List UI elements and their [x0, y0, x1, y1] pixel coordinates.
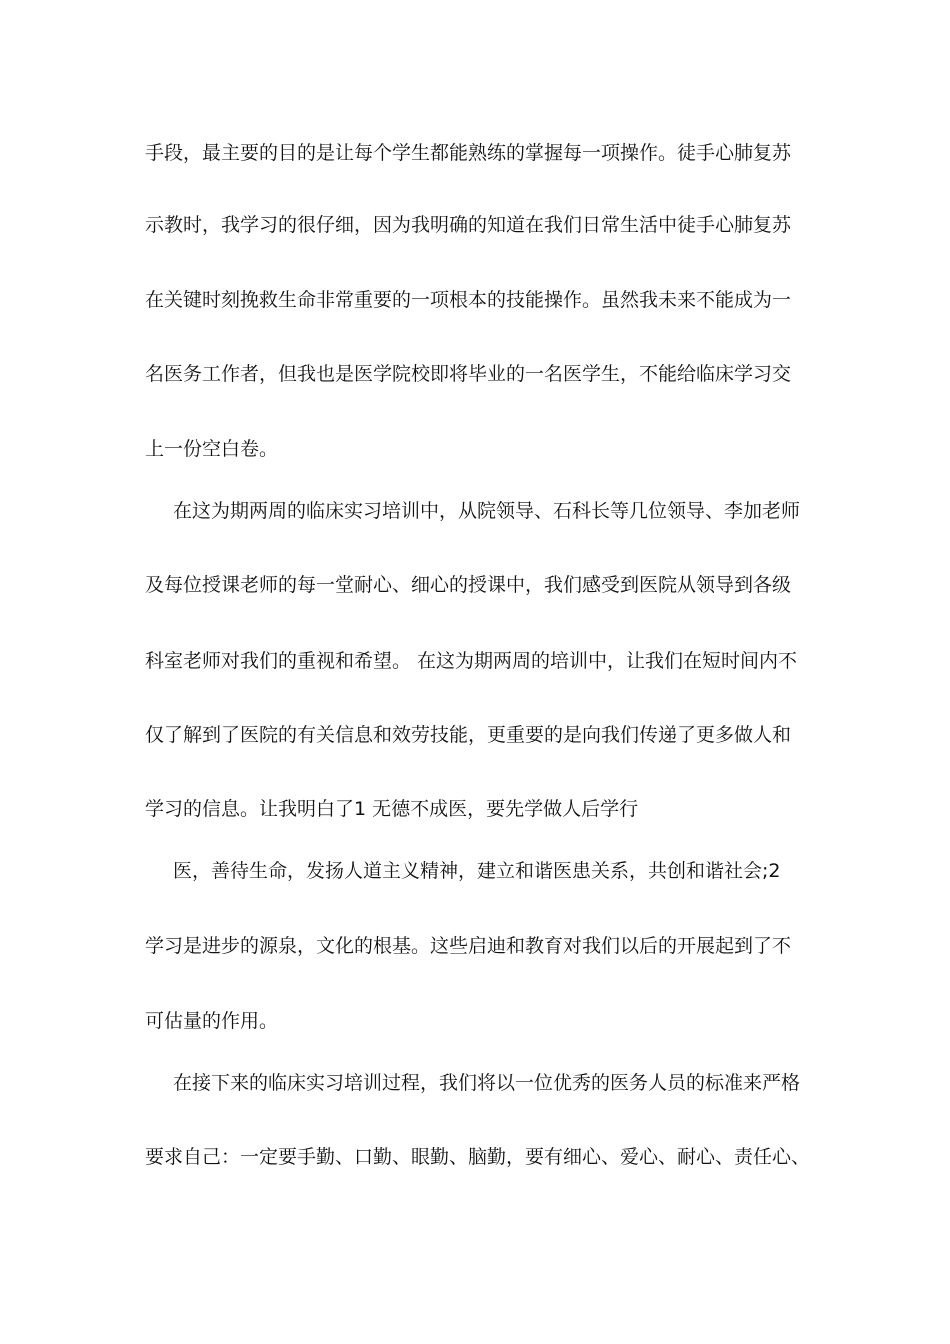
text-line: 科室老师对我们的重视和希望。 在这为期两周的培训中，让我们在短时间内不 [145, 650, 798, 672]
text-line: 在关键时刻挽救生命非常重要的一项根本的技能操作。虽然我未来不能成为一 [145, 289, 792, 311]
text-line: 手段，最主要的目的是让每个学生都能熟练的掌握每一项操作。徒手心肺复苏 [145, 142, 792, 164]
text-line: 及每位授课老师的每一堂耐心、细心的授课中，我们感受到医院从领导到各级 [145, 574, 792, 596]
text-line: 仅了解到了医院的有关信息和效劳技能，更重要的是向我们传递了更多做人和 [145, 724, 792, 746]
text-line: 学习是进步的源泉，文化的根基。这些启迪和教育对我们以后的开展起到了不 [145, 935, 792, 957]
paragraph-start-line: 医，善待生命，发扬人道主义精神，建立和谐医患关系，共创和谐社会;2 [173, 860, 781, 882]
text-line: 可估量的作用。 [145, 1010, 279, 1032]
text-line: 要求自己：一定要手勤、口勤、眼勤、脑勤，要有细心、爱心、耐心、责任心、 [145, 1146, 811, 1168]
text-line: 示教时，我学习的很仔细，因为我明确的知道在我们日常生活中徒手心肺复苏 [145, 214, 792, 236]
paragraph-start-line: 在接下来的临床实习培训过程，我们将以一位优秀的医务人员的标准来严格 [173, 1072, 801, 1094]
paragraph-start-line: 在这为期两周的临床实习培训中，从院领导、石科长等几位领导、李加老师 [173, 500, 801, 522]
text-line: 学习的信息。让我明白了1 无德不成医，要先学做人后学行 [145, 798, 639, 820]
text-line: 名医务工作者，但我也是医学院校即将毕业的一名医学生，不能给临床学习交 [145, 363, 792, 385]
text-line: 上一份空白卷。 [145, 438, 279, 460]
